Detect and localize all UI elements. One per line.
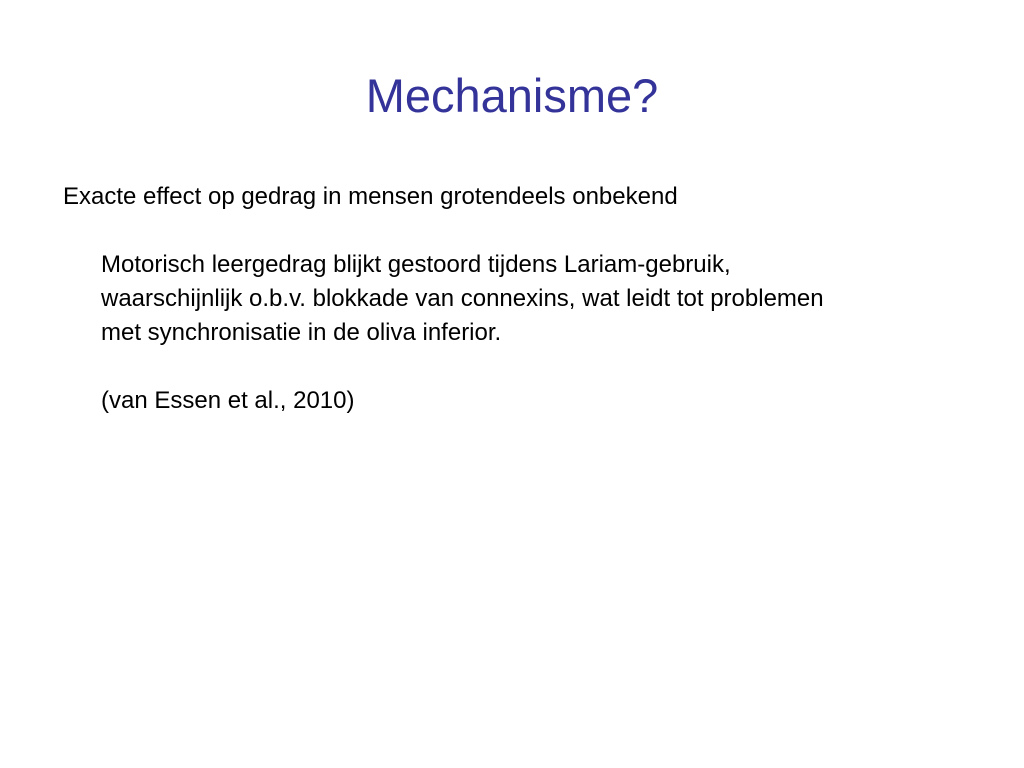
sub-paragraph [101,248,981,350]
paragraph-line: Motorisch leergedrag blijkt gestoord tijdens Lariam-gebruik, [101,251,731,278]
paragraph-line: waarschijnlijk o.b.v. blokkade van connexins, wat leidt tot problemen [101,285,824,312]
paragraph-line: met synchronisatie in de oliva inferior. [101,319,502,346]
slide-title: Mechanisme? [365,69,659,122]
bullet-text: Exacte effect op gedrag in mensen grotendeels onbekend [63,183,678,210]
citation-text: (van Essen et al., 2010) [101,387,355,414]
